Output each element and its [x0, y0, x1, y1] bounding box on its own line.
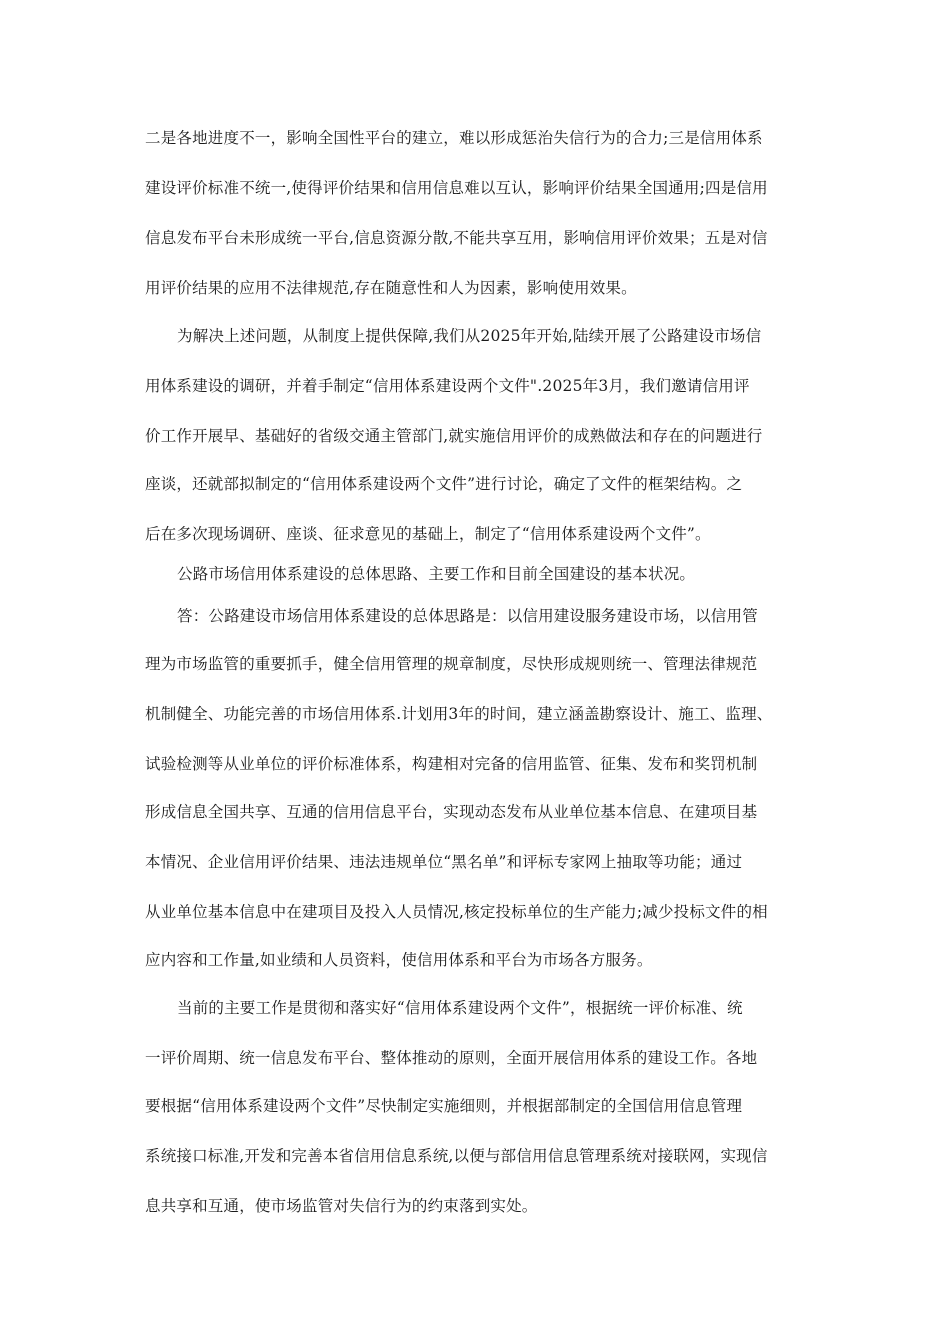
text-line: 座谈，还就部拟制定的“信用体系建设两个文件”进行讨论，确定了文件的框架结构。之 — [145, 475, 743, 493]
text-line: 公路市场信用体系建设的总体思路、主要工作和目前全国建设的基本状况。 — [177, 565, 696, 583]
text-line: 息共享和互通，使市场监管对失信行为的约束落到实处。 — [145, 1197, 538, 1215]
text-line: 试验检测等从业单位的评价标准体系，构建相对完备的信用监管、征集、发布和奖罚机制 — [145, 755, 758, 773]
text-line: 后在多次现场调研、座谈、征求意见的基础上，制定了“信用体系建设两个文件”。 — [145, 525, 711, 543]
text-line: 答：公路建设市场信用体系建设的总体思路是：以信用建设服务建设市场，以信用管 — [177, 607, 758, 625]
text-line: 价工作开展早、基础好的省级交通主管部门,就实施信用评价的成熟做法和存在的问题进行 — [145, 427, 763, 445]
text-line: 用评价结果的应用不法律规范,存在随意性和人为因素，影响使用效果。 — [145, 279, 637, 297]
text-line: 机制健全、功能完善的市场信用体系.计划用3年的时间，建立涵盖勘察设计、施工、监理、 — [145, 705, 773, 723]
text-line: 用体系建设的调研，并着手制定“信用体系建设两个文件".2025年3月，我们邀请信用评 — [145, 377, 750, 395]
text-line: 二是各地进度不一，影响全国性平台的建立，难以形成惩治失信行为的合力;三是信用体系 — [145, 129, 763, 147]
text-line: 理为市场监管的重要抓手，健全信用管理的规章制度，尽快形成规则统一、管理法律规范 — [145, 655, 758, 673]
text-line: 为解决上述问题，从制度上提供保障,我们从2025年开始,陆续开展了公路建设市场信 — [177, 327, 762, 345]
text-line: 从业单位基本信息中在建项目及投入人员情况,核定投标单位的生产能力;减少投标文件的相 — [145, 903, 768, 921]
text-line: 本情况、企业信用评价结果、违法违规单位“黑名单”和评标专家网上抽取等功能；通过 — [145, 853, 743, 871]
text-line: 当前的主要工作是贯彻和落实好“信用体系建设两个文件”，根据统一评价标准、统 — [177, 999, 743, 1017]
text-line: 要根据“信用体系建设两个文件”尽快制定实施细则，并根据部制定的全国信用信息管理 — [145, 1097, 743, 1115]
text-line: 形成信息全国共享、互通的信用信息平台，实现动态发布从业单位基本信息、在建项目基 — [145, 803, 758, 821]
text-line: 应内容和工作量,如业绩和人员资料，使信用体系和平台为市场各方服务。 — [145, 951, 653, 969]
text-line: 信息发布平台未形成统一平台,信息资源分散,不能共享互用，影响信用评价效果；五是对信 — [145, 229, 768, 247]
text-line: 系统接口标准,开发和完善本省信用信息系统,以便与部信用信息管理系统对接联网，实现信 — [145, 1147, 768, 1165]
text-line: 一评价周期、统一信息发布平台、整体推动的原则，全面开展信用体系的建设工作。各地 — [145, 1049, 758, 1067]
text-line: 建设评价标准不统一,使得评价结果和信用信息难以互认，影响评价结果全国通用;四是信用 — [145, 179, 768, 197]
